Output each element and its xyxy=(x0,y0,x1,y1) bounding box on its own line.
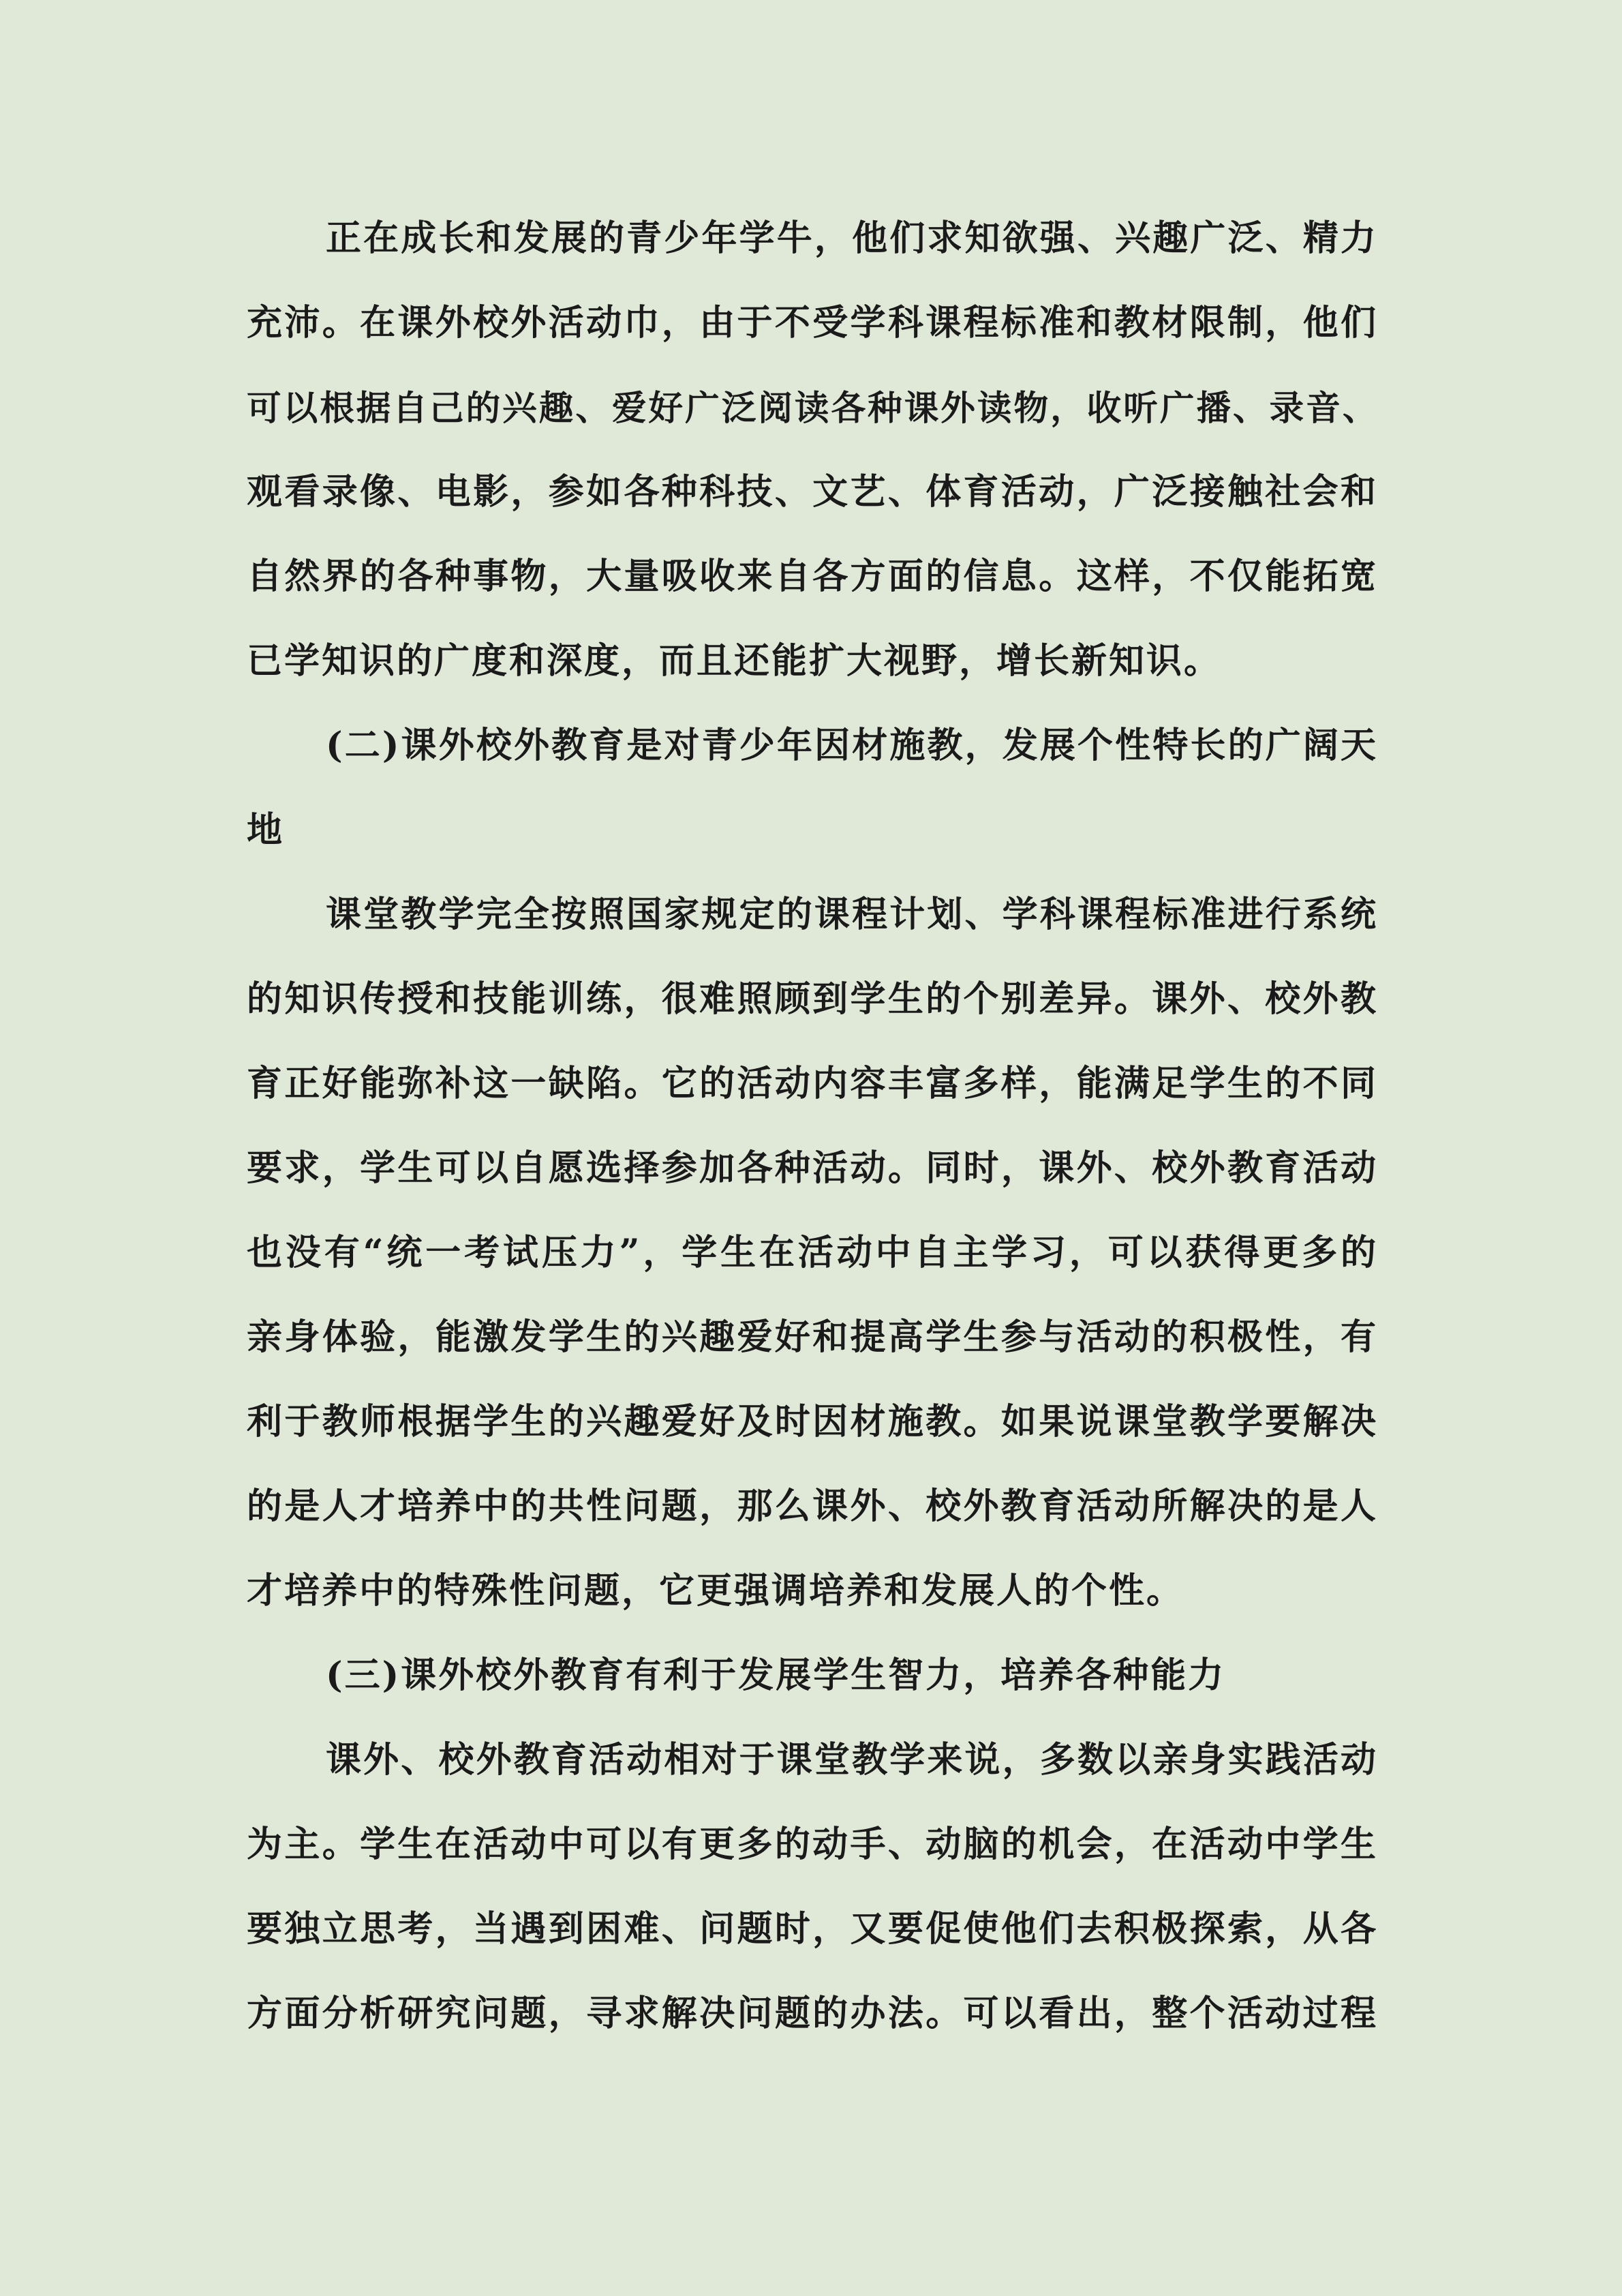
text-line: 可以根据自己的兴趣、爱好广泛阅读各种课外读物，收听广播、录音、 xyxy=(247,387,1379,428)
text-line: 为主。学生在活动中可以有更多的动手、动脑的机会，在活动中学生 xyxy=(247,1824,1378,1865)
text-line: 已学知识的广度和深度，而且还能扩大视野，增长新知识。 xyxy=(247,640,1222,682)
text-line: 才培养中的特殊性问题，它更强调培养和发展人的个性。 xyxy=(247,1570,1184,1612)
heading-line: (二)课外校外教育是对青少年因材施教，发展个性特长的广阔天 xyxy=(326,725,1378,766)
text-line: 充沛。在课外校外活动巾，由于不受学科课程标准和教材限制，他们 xyxy=(247,302,1378,344)
paragraph-body-2 xyxy=(247,873,1378,1633)
heading-line: (三)课外校外教育有利于发展学生智力，培养各种能力 xyxy=(326,1655,1226,1696)
text-line: 课堂教学完全按照国家规定的课程计划、学科课程标准进行系统 xyxy=(326,894,1378,935)
paragraph-body-1 xyxy=(247,196,1378,704)
section-heading-3 xyxy=(247,1633,1378,1718)
text-line: 观看录像、电影，参如各种科技、文艺、体育活动，广泛接触社会和 xyxy=(247,471,1378,513)
heading-line: 地 xyxy=(247,809,285,851)
section-heading-2 xyxy=(247,704,1378,873)
document-body xyxy=(247,196,1378,2056)
text-line: 自然界的各种事物，大量吸收来自各方面的信息。这样，不仅能拓宽 xyxy=(247,556,1378,597)
text-line: 方面分析研究问题，寻求解决问题的办法。可以看出，整个活动过程 xyxy=(247,1993,1378,2034)
paragraph-body-3 xyxy=(247,1718,1378,2056)
text-line: 要独立思考，当遇到困难、问题时，又要促使他们去积极探索，从各 xyxy=(247,1908,1378,1950)
text-line: 课外、校外教育活动相对于课堂教学来说，多数以亲身实践活动 xyxy=(326,1739,1378,1781)
text-line: 也没有“统一考试压力”，学生在活动中自主学习，可以获得更多的 xyxy=(247,1232,1378,1273)
text-line: 育正好能弥补这一缺陷。它的活动内容丰富多样，能满足学生的不同 xyxy=(247,1063,1378,1104)
text-line: 利于教师根据学生的兴趣爱好及时因材施教。如果说课堂教学要解决 xyxy=(247,1401,1378,1442)
text-line: 的知识传授和技能训练，很难照顾到学生的个别差异。课外、校外教 xyxy=(247,978,1378,1020)
text-line: 正在成长和发展的青少年学牛，他们求知欲强、兴趣广泛、精力 xyxy=(326,217,1378,259)
text-line: 亲身体验，能激发学生的兴趣爱好和提高学生参与活动的积极性，有 xyxy=(247,1316,1378,1358)
text-line: 的是人才培养中的共性问题，那么课外、校外教育活动所解决的是人 xyxy=(247,1485,1378,1527)
text-line: 要求，学生可以自愿选择参加各种活动。同时，课外、校外教育活动 xyxy=(247,1147,1378,1189)
